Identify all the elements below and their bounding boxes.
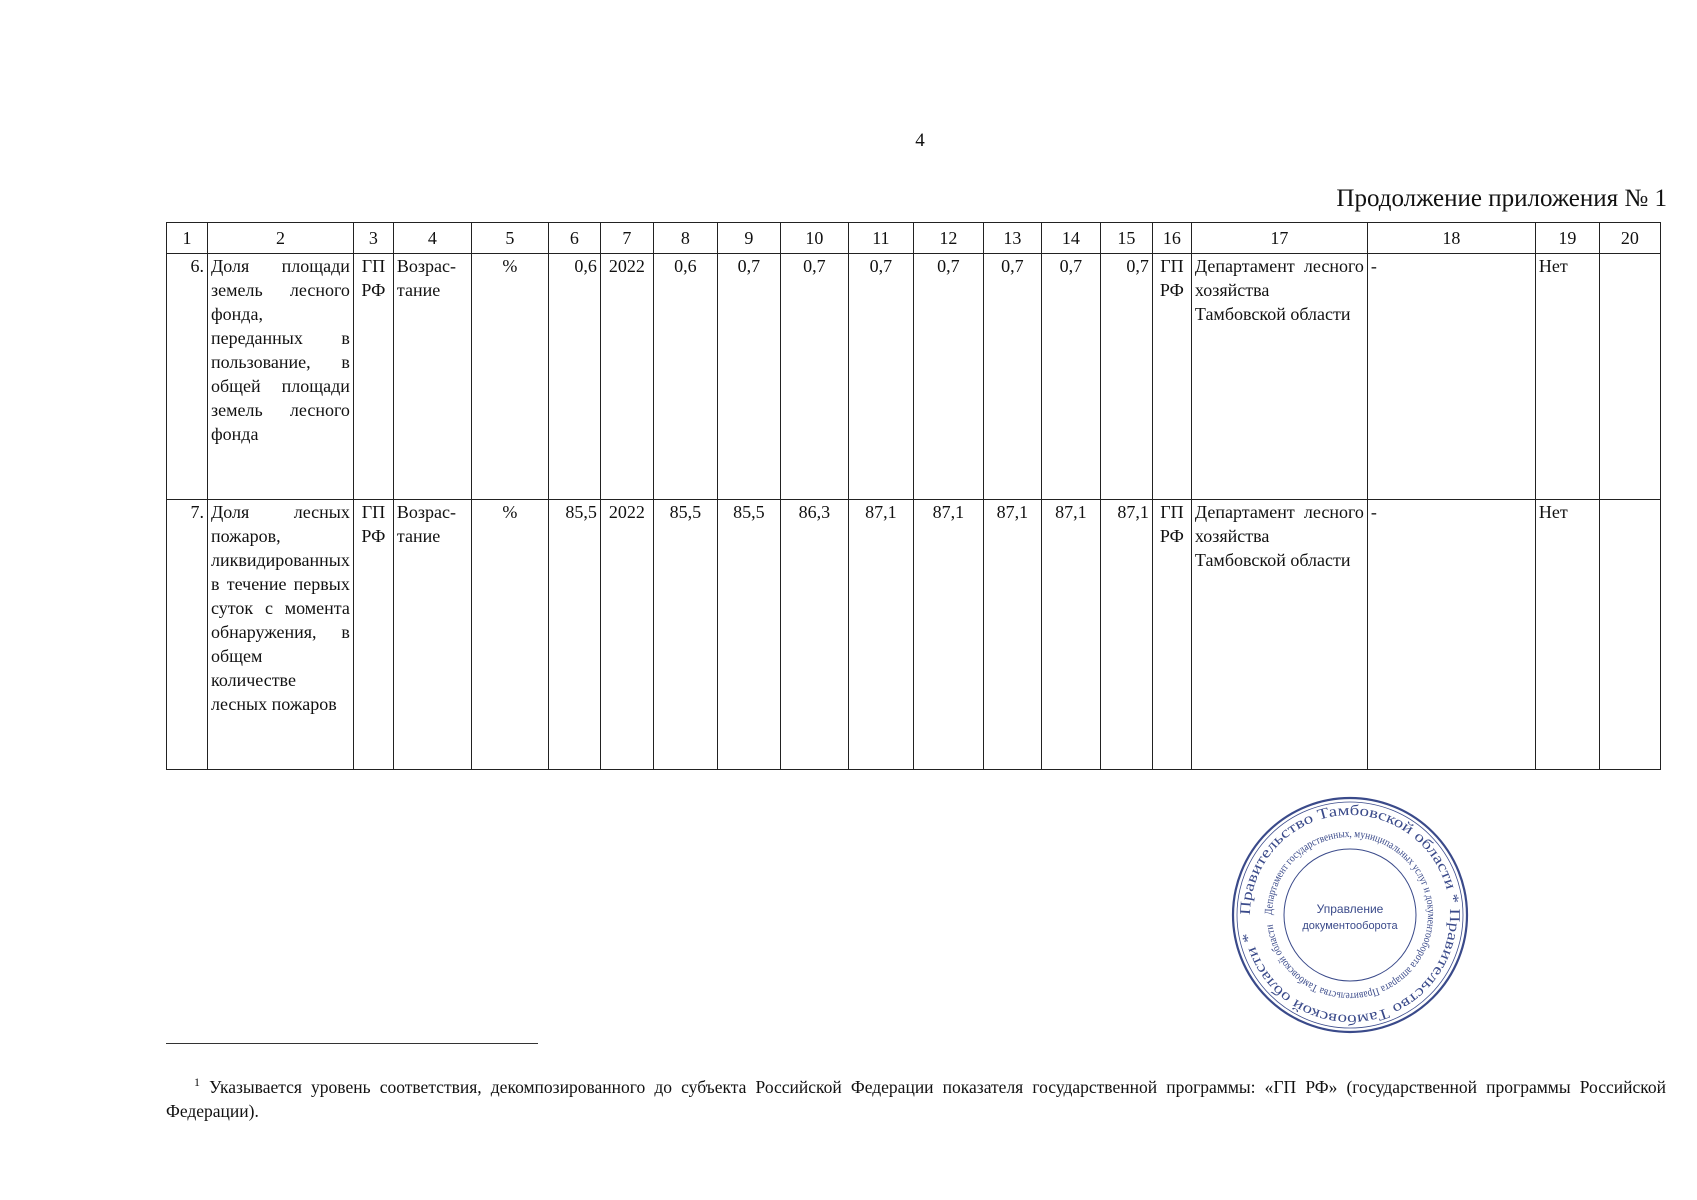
row-number: 7.: [167, 500, 208, 770]
header-cell: 8: [653, 223, 717, 254]
seal-center-line2: документооборота: [1302, 920, 1398, 932]
header-cell: 20: [1599, 223, 1660, 254]
indicator-name: Доля лесных пожаров, ликвидированных в течение первых суток с момента обнаружения, в общем количестве лесных пожаров: [208, 500, 354, 770]
base-value-cell: 85,5: [548, 500, 600, 770]
value-cell: 0,7: [983, 254, 1041, 500]
header-cell: 10: [780, 223, 848, 254]
header-cell: 7: [600, 223, 653, 254]
unit-cell: %: [471, 254, 548, 500]
responsible-cell: Департамент лесного хозяйства Тамбовской области: [1191, 500, 1367, 770]
seal-inner-text: Департамент государственных, муниципальных услуг и документооборота аппарата Правительства Тамбовской области: [1262, 827, 1438, 1003]
header-cell: 6: [548, 223, 600, 254]
header-cell: 5: [471, 223, 548, 254]
indicators-table: [166, 222, 1661, 770]
value-cell: 85,5: [717, 500, 780, 770]
trend-cell: Возрас-тание: [393, 500, 471, 770]
header-cell: 3: [353, 223, 393, 254]
header-cell: 14: [1041, 223, 1100, 254]
base-year-cell: 2022: [600, 254, 653, 500]
header-cell: 4: [393, 223, 471, 254]
value-cell: 0,7: [1100, 254, 1152, 500]
header-cell: 17: [1191, 223, 1367, 254]
header-cell: 15: [1100, 223, 1152, 254]
value-cell: 0,7: [913, 254, 983, 500]
cell-19: Нет: [1535, 500, 1599, 770]
header-cell: 11: [848, 223, 913, 254]
value-cell: 0,7: [848, 254, 913, 500]
value-cell: 85,5: [653, 500, 717, 770]
base-year-cell: 2022: [600, 500, 653, 770]
table-row: [167, 254, 1661, 500]
footnote-mark: 1: [194, 1075, 200, 1089]
table-header-row: [167, 223, 1661, 254]
value-cell: 87,1: [983, 500, 1041, 770]
footnote-text: Указывается уровень соответствия, декомпозированного до субъекта Российской Федерации показателя государственной программы: «ГП РФ» (государственной программы Российской Федерации).: [166, 1076, 1666, 1121]
header-cell: 19: [1535, 223, 1599, 254]
value-cell: 0,6: [653, 254, 717, 500]
cell-19: Нет: [1535, 254, 1599, 500]
official-seal: [1230, 795, 1470, 1035]
header-cell: 12: [913, 223, 983, 254]
cell-20: [1599, 254, 1660, 500]
header-cell: 2: [208, 223, 354, 254]
cell-18: -: [1367, 254, 1535, 500]
header-cell: 1: [167, 223, 208, 254]
header-cell: 13: [983, 223, 1041, 254]
footnote: [166, 1070, 1666, 1123]
header-cell: 9: [717, 223, 780, 254]
responsible-cell: Департамент лесного хозяйства Тамбовской области: [1191, 254, 1367, 500]
value-cell: 0,7: [780, 254, 848, 500]
level-cell: ГП РФ: [1152, 500, 1191, 770]
level-cell: ГП РФ: [353, 254, 393, 500]
header-cell: 16: [1152, 223, 1191, 254]
base-value-cell: 0,6: [548, 254, 600, 500]
indicator-name: Доля площади земель лесного фонда, переданных в пользование, в общей площади земель лесного фонда: [208, 254, 354, 500]
value-cell: 87,1: [1041, 500, 1100, 770]
trend-cell: Возрас-тание: [393, 254, 471, 500]
page-number: 4: [915, 130, 925, 151]
seal-center-line1: Управление: [1316, 902, 1384, 916]
cell-20: [1599, 500, 1660, 770]
cell-18: -: [1367, 500, 1535, 770]
value-cell: 87,1: [913, 500, 983, 770]
footnote-divider: [166, 1043, 538, 1044]
value-cell: 87,1: [848, 500, 913, 770]
seal-outer-text: Правительство Тамбовской области * Правительство Тамбовской области *: [1237, 802, 1463, 1028]
table-row: [167, 500, 1661, 770]
value-cell: 0,7: [717, 254, 780, 500]
unit-cell: %: [471, 500, 548, 770]
value-cell: 86,3: [780, 500, 848, 770]
row-number: 6.: [167, 254, 208, 500]
header-cell: 18: [1367, 223, 1535, 254]
level-cell: ГП РФ: [353, 500, 393, 770]
level-cell: ГП РФ: [1152, 254, 1191, 500]
value-cell: 0,7: [1041, 254, 1100, 500]
value-cell: 87,1: [1100, 500, 1152, 770]
appendix-title: Продолжение приложения № 1: [1336, 185, 1667, 212]
